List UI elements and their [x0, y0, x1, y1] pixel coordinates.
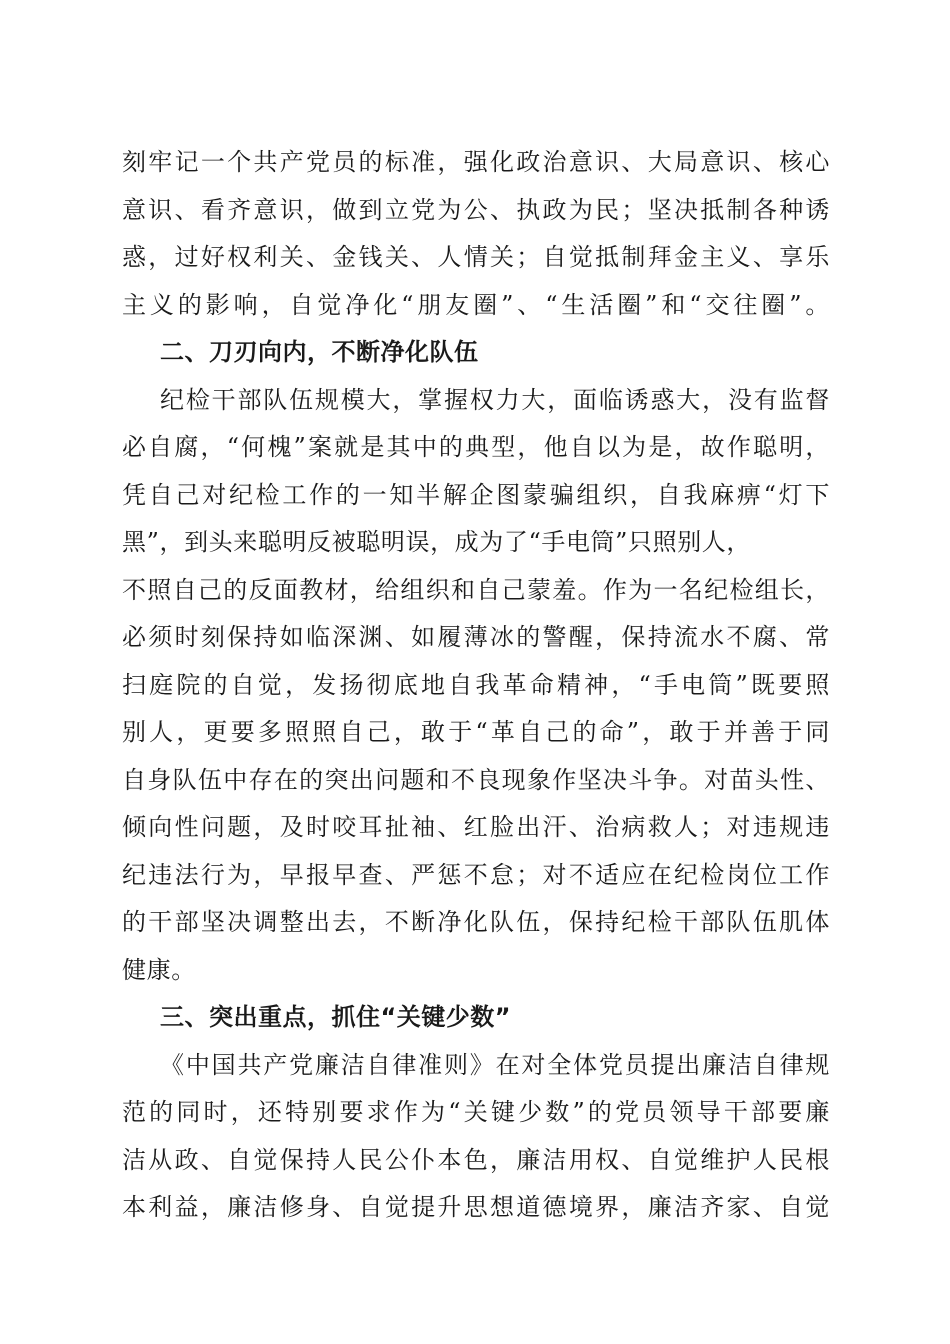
section-heading-2: 二、刀刃向内，不断净化队伍 — [160, 338, 479, 366]
paragraph-line: 本利益，廉洁修身、自觉提升思想道德境界，廉洁齐家、自觉 — [122, 1193, 830, 1221]
paragraph-line: 纪检干部队伍规模大，掌握权力大，面临诱惑大，没有监督 — [160, 386, 830, 414]
paragraph-line: 《中国共产党廉洁自律准则》在对全体党员提出廉洁自律规 — [160, 1051, 830, 1079]
paragraph-line: 凭自己对纪检工作的一知半解企图蒙骗组织，自我麻痹“灯下 — [122, 481, 830, 509]
paragraph-line: 主义的影响，自觉净化“朋友圈”、“生活圈”和“交往圈”。 — [122, 291, 830, 319]
paragraph-line: 范的同时，还特别要求作为“关键少数”的党员领导干部要廉 — [122, 1098, 830, 1126]
paragraph-line: 意识、看齐意识，做到立党为公、执政为民；坚决抵制各种诱 — [122, 196, 830, 224]
paragraph-line: 必自腐，“何槐”案就是其中的典型，他自以为是，故作聪明， — [122, 433, 830, 461]
paragraph-line: 健康。 — [122, 956, 196, 984]
paragraph-line: 扫庭院的自觉，发扬彻底地自我革命精神，“手电筒”既要照 — [122, 671, 830, 699]
paragraph-line: 刻牢记一个共产党员的标准，强化政治意识、大局意识、核心 — [122, 148, 830, 176]
paragraph-line: 黑”，到头来聪明反被聪明误，成为了“手电筒”只照别人， — [122, 528, 752, 556]
section-heading-3: 三、突出重点，抓住“关键少数” — [160, 1003, 512, 1031]
paragraph-line: 倾向性问题，及时咬耳扯袖、红脸出汗、治病救人；对违规违 — [122, 813, 830, 841]
paragraph-line: 纪违法行为，早报早查、严惩不怠；对不适应在纪检岗位工作 — [122, 861, 830, 889]
paragraph-line: 自身队伍中存在的突出问题和不良现象作坚决斗争。对苗头性、 — [122, 766, 830, 794]
paragraph-line: 惑，过好权利关、金钱关、人情关；自觉抵制拜金主义、享乐 — [122, 243, 830, 271]
paragraph-line: 不照自己的反面教材，给组织和自己蒙羞。作为一名纪检组长， — [122, 576, 830, 604]
paragraph-line: 洁从政、自觉保持人民公仆本色，廉洁用权、自觉维护人民根 — [122, 1146, 830, 1174]
paragraph-line: 的干部坚决调整出去，不断净化队伍，保持纪检干部队伍肌体 — [122, 908, 830, 936]
paragraph-line: 必须时刻保持如临深渊、如履薄冰的警醒，保持流水不腐、常 — [122, 623, 830, 651]
paragraph-line: 别人，更要多照照自己，敢于“革自己的命”，敢于并善于同 — [122, 718, 830, 746]
